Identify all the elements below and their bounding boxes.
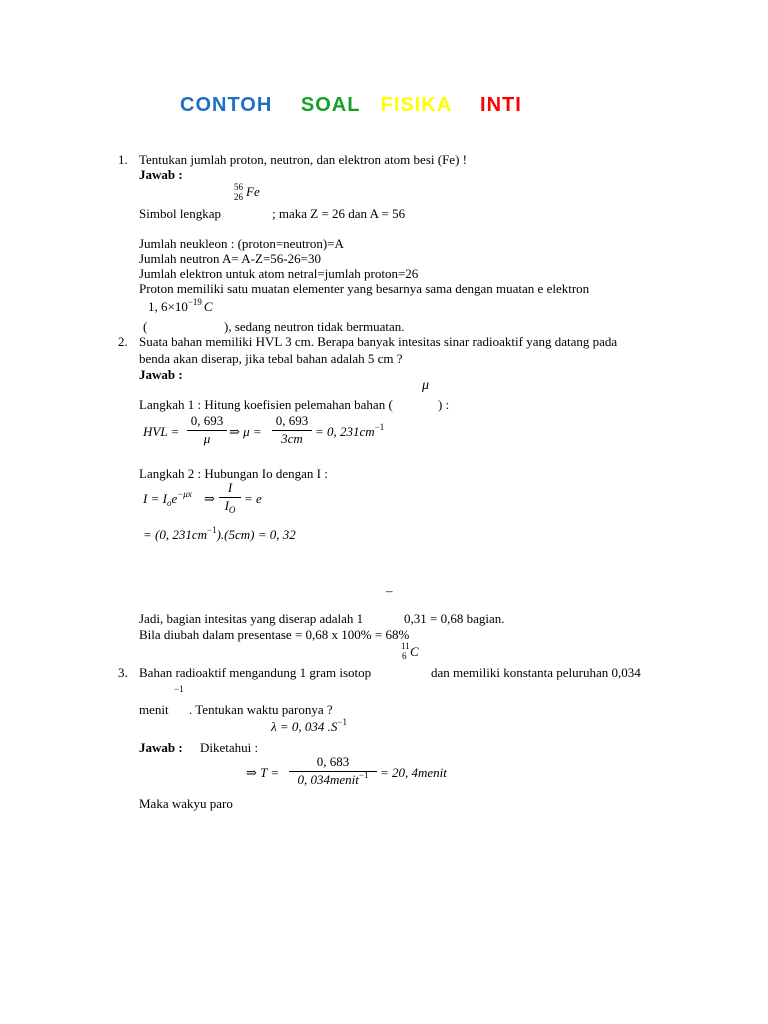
q2-fraction-2 bbox=[272, 414, 312, 447]
q3-t-lhs: ⇒ T = bbox=[246, 765, 280, 780]
q3-line2-b: . Tentukan waktu paronya ? bbox=[189, 702, 333, 717]
q2-hvl-result bbox=[315, 424, 384, 440]
q3-isotope-atomic: 6 bbox=[402, 651, 407, 661]
q2-fraction-3-numerator: I bbox=[219, 481, 241, 498]
q1-jawab: Jawab : bbox=[139, 167, 183, 182]
q3-number: 3. bbox=[118, 665, 128, 680]
q2-fraction-1 bbox=[187, 414, 227, 447]
q1-charge-mantissa: 1, 6×10 bbox=[148, 299, 188, 314]
q3-isotope-symbol: C bbox=[410, 644, 419, 659]
q1-isotope-symbol: Fe bbox=[246, 184, 260, 199]
q2-mu-symbol: μ bbox=[422, 378, 430, 393]
q2-result-line1-a: Jadi, bagian intesitas yang diserap adalah 1 bbox=[139, 611, 364, 626]
q3-diketahui: Diketahui : bbox=[200, 740, 259, 755]
q3-t-fraction bbox=[289, 755, 377, 788]
q1-question: Tentukan jumlah proton, neutron, dan elektron atom besi (Fe) ! bbox=[139, 152, 467, 167]
q2-arrow-mu: ⇒ μ = bbox=[229, 424, 262, 439]
q3-jawab: Jawab : bbox=[139, 740, 183, 755]
q2-step1-label: Langkah 1 : Hitung koefisien pelemahan bahan ( bbox=[139, 397, 393, 412]
q1-neutron-line: Jumlah neutron A= A-Z=56-26=30 bbox=[139, 251, 321, 266]
q2-eq2-rhs: = e bbox=[244, 491, 262, 506]
q2-eq3-part-a: = (0, 231cm bbox=[143, 527, 208, 542]
q2-fraction-3-denominator bbox=[219, 498, 241, 514]
q3-question-b: dan memiliki konstanta peluruhan 0,034 bbox=[431, 665, 641, 680]
q2-result-line2: Bila diubah dalam presentase = 0,68 x 100% = 68% bbox=[139, 627, 410, 642]
q2-fraction-1-denominator: μ bbox=[203, 430, 211, 446]
q2-jawab: Jawab : bbox=[139, 367, 183, 382]
title-word-contoh: CONTOH bbox=[180, 94, 273, 116]
q2-result-line1-b: 0,31 = 0,68 bagian. bbox=[404, 611, 505, 626]
q2-number: 2. bbox=[118, 334, 128, 349]
q1-charge-unit: C bbox=[203, 299, 213, 314]
q1-paren-rest: ), sedang neutron tidak bermuatan. bbox=[224, 319, 405, 334]
q1-electron-line: Jumlah elektron untuk atom netral=jumlah proton=26 bbox=[139, 266, 419, 281]
q2-eq3-exponent: −1 bbox=[207, 525, 217, 535]
q3-t-denominator-value: 0, 034menit bbox=[297, 771, 359, 787]
q2-hvl-result-exponent: −1 bbox=[374, 422, 385, 432]
q1-charge-exponent: −19 bbox=[187, 297, 202, 307]
q2-eq2-exponent: −μx bbox=[177, 489, 192, 499]
q3-isotope-mass: 11 bbox=[401, 641, 410, 651]
title-word-soal: SOAL bbox=[300, 94, 361, 116]
q3-lambda-exponent: −1 bbox=[337, 717, 347, 727]
q1-nucleon-line: Jumlah neukleon : (proton=neutron)=A bbox=[139, 236, 344, 251]
title-word-inti: INTI bbox=[480, 94, 522, 116]
q1-charge-line: Proton memiliki satu muatan elementer yang besarnya sama dengan muatan e elektron bbox=[139, 281, 590, 296]
q2-fraction-3 bbox=[219, 481, 241, 514]
q1-isotope-atomic: 26 bbox=[234, 192, 243, 202]
q1-charge-value bbox=[148, 299, 213, 315]
q2-eq2-e: e bbox=[171, 491, 178, 506]
q2-fraction-3-denominator-i: I bbox=[224, 497, 229, 513]
q2-question-line1: Suata bahan memiliki HVL 3 cm. Berapa banyak intesitas sinar radioaktif yang datang pada bbox=[139, 334, 618, 349]
document-title bbox=[180, 93, 522, 117]
q2-hvl-result-value: = 0, 231cm bbox=[315, 424, 375, 439]
q1-number: 1. bbox=[118, 152, 128, 167]
q3-t-denominator bbox=[289, 769, 377, 788]
q2-question-line2: benda akan diserap, jika tebal bahan adalah 5 cm ? bbox=[139, 351, 403, 366]
q3-lambda-equation bbox=[271, 719, 347, 735]
q2-step2-label: Langkah 2 : Hubungan Io dengan I : bbox=[139, 466, 328, 481]
q2-minus-sign: ‒ bbox=[386, 583, 393, 598]
q3-lambda-value: λ = 0, 034 .S bbox=[271, 719, 338, 734]
q3-question-a: Bahan radioaktif mengandung 1 gram isotop bbox=[139, 665, 372, 680]
q2-step1-close: ) : bbox=[438, 397, 450, 412]
q2-eq2-lhs bbox=[143, 491, 192, 507]
q2-eq2-o-subscript: o bbox=[166, 498, 172, 508]
q3-closing-line: Maka wakyu paro bbox=[139, 796, 233, 811]
q3-exponent-minus-one: −1 bbox=[174, 684, 184, 694]
q1-symbol-line: Simbol lengkap bbox=[139, 206, 221, 221]
q2-eq2-lhs-text: I = I bbox=[143, 491, 167, 506]
q2-fraction-2-denominator: 3cm bbox=[281, 430, 303, 446]
q3-t-numerator: 0, 683 bbox=[289, 755, 377, 772]
q2-eq3 bbox=[143, 527, 296, 543]
q2-eq3-part-b: ).(5cm) = 0, 32 bbox=[216, 527, 296, 542]
title-word-fisika: FISIKA bbox=[380, 94, 452, 116]
q1-symbol-result: ; maka Z = 26 dan A = 56 bbox=[272, 206, 406, 221]
q2-fraction-1-numerator: 0, 693 bbox=[187, 414, 227, 431]
q2-eq2-arrow: ⇒ bbox=[204, 491, 215, 506]
q3-line2-a: menit bbox=[139, 702, 169, 717]
q2-fraction-3-denominator-sub: O bbox=[228, 504, 236, 515]
q2-fraction-2-numerator: 0, 693 bbox=[272, 414, 312, 431]
q3-t-denominator-exponent: −1 bbox=[358, 769, 369, 780]
q1-paren-open: ( bbox=[143, 319, 148, 334]
q3-t-result: = 20, 4menit bbox=[380, 765, 447, 780]
q2-hvl-lhs: HVL = bbox=[143, 424, 180, 439]
q1-isotope-mass: 56 bbox=[234, 182, 243, 192]
